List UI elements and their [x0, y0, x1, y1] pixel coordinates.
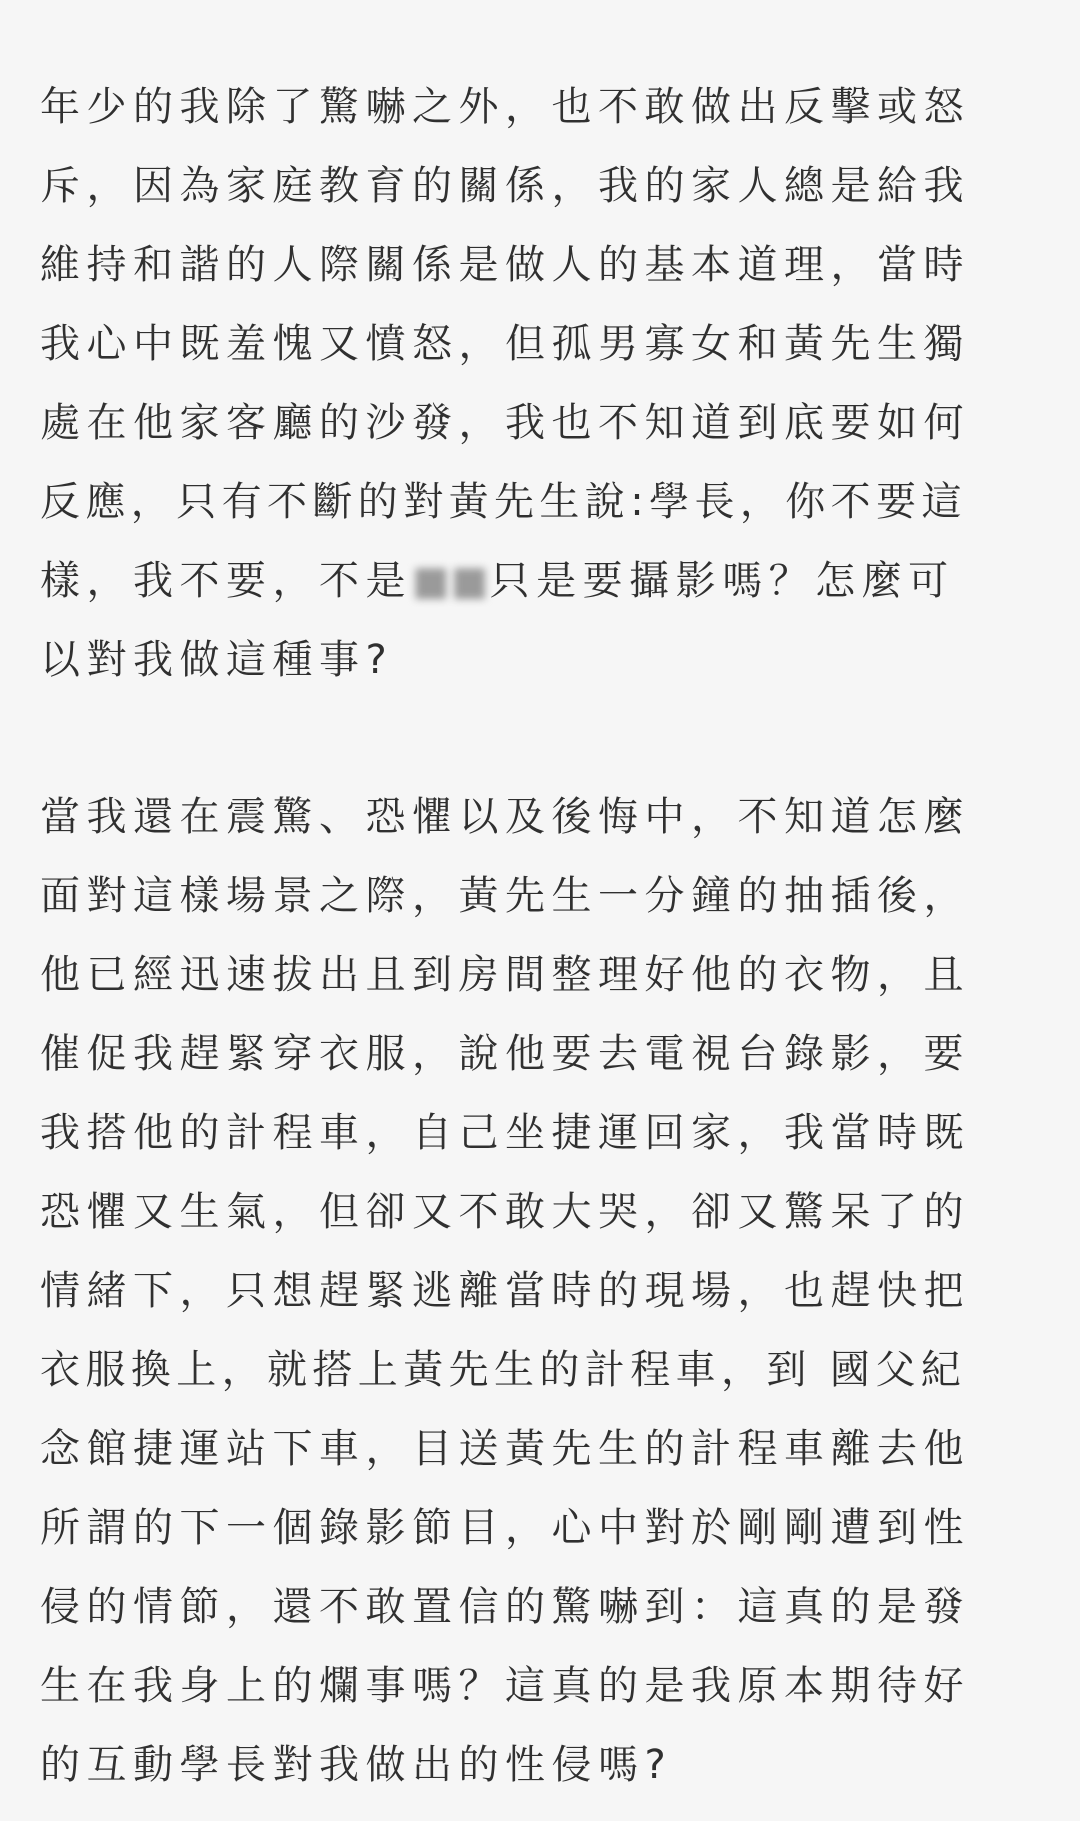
text-line: 我心中既羞愧又憤怒，但孤男寡女和黃先生獨: [40, 321, 970, 367]
text-segment: 樣，我不要，不是: [40, 558, 412, 604]
redacted-text: ■■: [412, 558, 490, 604]
text-line: 他已經迅速拔出且到房間整理好他的衣物，且: [40, 952, 970, 998]
paragraph-2: [40, 778, 1040, 1805]
text-line: 年少的我除了驚嚇之外，也不敢做出反擊或怒: [40, 84, 970, 130]
text-segment: 只是要攝影嗎？怎麼可: [489, 558, 955, 604]
text-line: 念館捷運站下車，目送黃先生的計程車離去他: [40, 1426, 970, 1472]
text-line: 我搭他的計程車，自己坐捷運回家，我當時既: [40, 1110, 970, 1156]
text-line: 處在他家客廳的沙發，我也不知道到底要如何: [40, 400, 970, 446]
text-line: 的互動學長對我做出的性侵嗎?: [40, 1742, 673, 1788]
text-line: 衣服換上，就搭上黃先生的計程車，到 國父紀: [40, 1347, 967, 1393]
text-line: 維持和諧的人際關係是做人的基本道理，當時: [40, 242, 970, 288]
text-line: 以對我做這種事?: [40, 637, 394, 683]
paragraph-1: [40, 68, 1040, 700]
text-line: 反應，只有不斷的對黃先生說:學長，你不要這: [40, 479, 967, 525]
text-line: 恐懼又生氣，但卻又不敢大哭，卻又驚呆了的: [40, 1189, 970, 1235]
text-line: 催促我趕緊穿衣服，說他要去電視台錄影，要: [40, 1031, 970, 1077]
text-line: 生在我身上的爛事嗎？這真的是我原本期待好: [40, 1663, 970, 1709]
text-line: 侵的情節，還不敢置信的驚嚇到：這真的是發: [40, 1584, 970, 1630]
text-line: 所謂的下一個錄影節目，心中對於剛剛遭到性: [40, 1505, 970, 1551]
text-line: 斥，因為家庭教育的關係，我的家人總是給我: [40, 163, 970, 209]
text-line: 面對這樣場景之際，黃先生一分鐘的抽插後，: [40, 873, 970, 919]
text-line: 情緒下，只想趕緊逃離當時的現場，也趕快把: [40, 1268, 970, 1314]
text-line-with-redaction: [40, 542, 1040, 621]
text-line: 當我還在震驚、恐懼以及後悔中，不知道怎麼: [40, 794, 970, 840]
